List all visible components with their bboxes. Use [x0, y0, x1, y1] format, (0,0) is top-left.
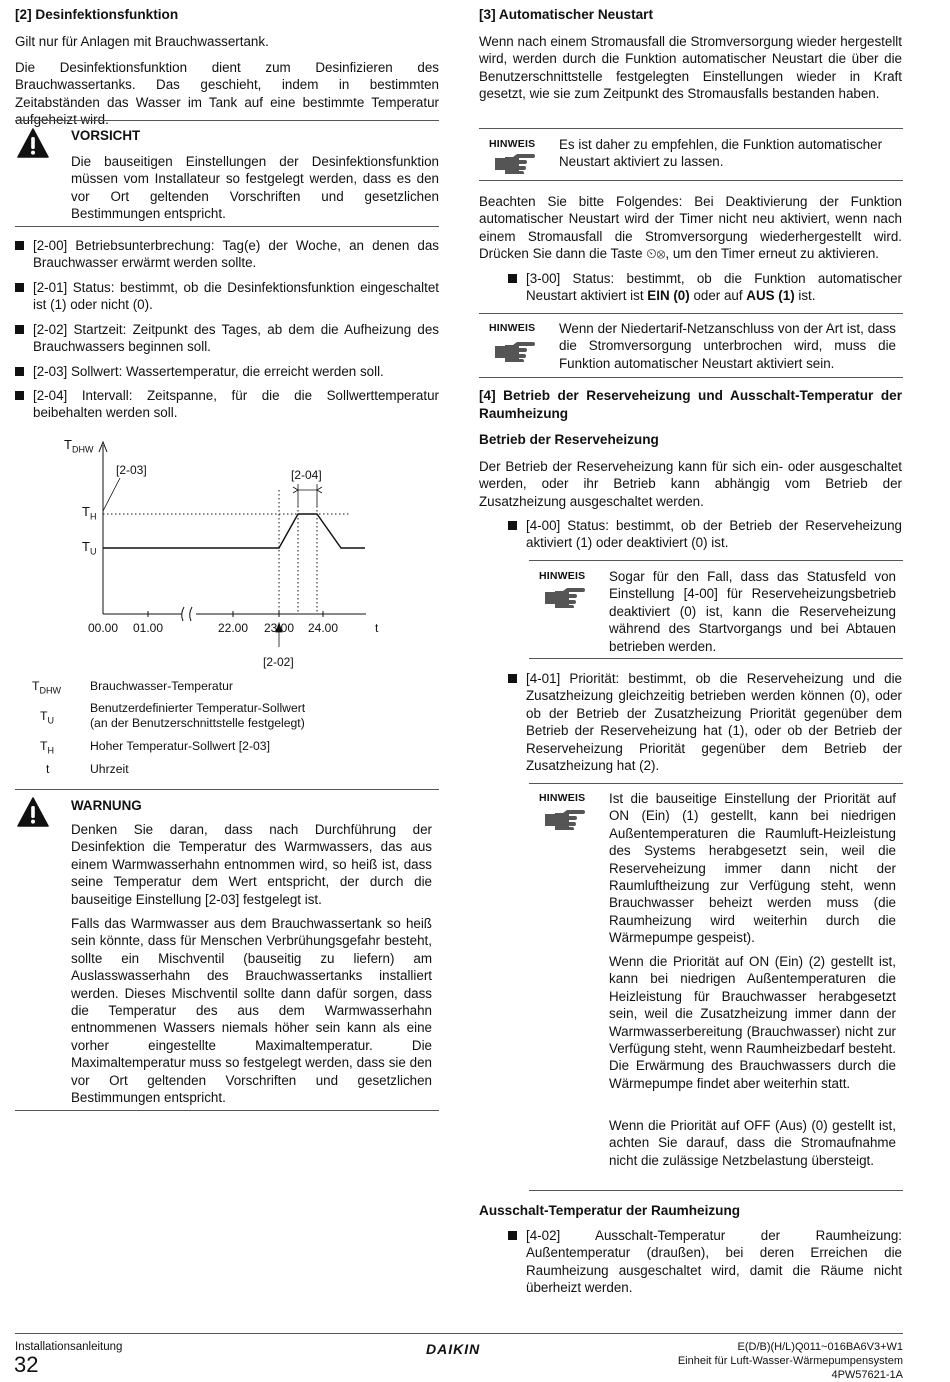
list-item-text: [4-01] Priorität: bestimmt, ob die Reserveheizung und die Zusatzheizung gleichzeitig betrieben werden können (0), oder ob der Betrieb der Zusatzheizung Priorität gegenüber dem Betrieb der Reserveheizung hat (1), oder ob der Betrieb der Reserveheizung Priorität gegenüber dem Betrieb der Zusatzheizung hat (2). — [526, 671, 902, 774]
divider — [479, 377, 903, 378]
arrow-right-icon — [293, 487, 298, 493]
text-run: oder auf — [689, 288, 747, 304]
model-number: E(D/B)(H/L)Q011~016BA6V3+W1 — [737, 1341, 903, 1353]
note-text: Es ist daher zu empfehlen, die Funktion automatischer Neustart aktiviert zu lassen. — [559, 137, 883, 170]
divider — [529, 658, 903, 659]
legend-text-line: (an der Benutzerschnittstelle festgelegt) — [90, 716, 305, 730]
symbol-subscript: U — [47, 715, 54, 726]
legend-text — [90, 701, 305, 731]
divider — [479, 180, 903, 181]
symbol: T — [64, 437, 72, 452]
value-on: EIN (0) — [647, 288, 690, 304]
list-item-text: [2-03] Sollwert: Wassertemperatur, die erreicht werden soll. — [33, 364, 384, 379]
th-label — [82, 503, 96, 526]
symbol-subscript: U — [89, 546, 97, 557]
caution-text: Die bauseitigen Einstellungen der Desinfektionsfunktion müssen vom Installateur so festgelegt werden, dass es den vor Ort geltenden Vorschriften und gesetzlichen Bestimmungen entspricht. — [71, 154, 439, 222]
value-off: AUS (1) — [746, 288, 795, 304]
x-tick-label: 01.00 — [133, 621, 164, 635]
legend-text: Hoher Temperatur-Sollwert [2-03] — [90, 739, 270, 753]
axis-break-icon — [190, 607, 192, 621]
note-label: HINWEIS — [539, 570, 586, 582]
x-tick-label: 23.00 — [264, 621, 295, 635]
label-2-04: [2-04] — [291, 468, 322, 482]
divider — [529, 1190, 903, 1191]
tu-label — [82, 538, 96, 561]
subsection-title: Ausschalt-Temperatur der Raumheizung — [479, 1203, 741, 1218]
symbol: T — [40, 709, 48, 723]
bullet-square-icon — [508, 274, 517, 283]
axis-break-icon — [182, 607, 184, 621]
pointing-hand-icon — [543, 586, 587, 608]
list-item-text: [2-01] Status: bestimmt, ob die Desinfektionsfunktion eingeschaltet ist (1) oder nicht (0). — [33, 280, 439, 313]
label-2-02: [2-02] — [263, 655, 294, 669]
warning-text: Denken Sie daran, dass nach Durchführung der Desinfektion die Temperatur des Warmwassers, das aus einem Warmwasserhahn entnommen wird, so heiß ist, dass seine Temperatur dem Wert entspricht, der durch die bauseitige Einstellung [2-03] festgelegt ist. — [71, 822, 432, 907]
footer-model-info — [678, 1340, 903, 1382]
brand-logo: DAIKIN — [426, 1341, 481, 1357]
note-label: HINWEIS — [489, 138, 536, 150]
text-run: ist. — [794, 288, 816, 304]
document-code: 4PW57621-1A — [831, 1369, 903, 1381]
caution-title: VORSICHT — [71, 128, 141, 143]
note-text: Sogar für den Fall, dass das Statusfeld von Einstellung [4-00] für Reserveheizungsbetrieb deaktiviert (0) ist, kann die Reserveheizung während des Startvorgangs und bei Abtauen betrieben werden. — [609, 569, 896, 654]
legend-text: Brauchwasser-Temperatur — [90, 679, 233, 693]
list-item-text: [4-00] Status: bestimmt, ob der Betrieb der Reserveheizung aktiviert (1) oder deaktiviert (0) ist. — [526, 518, 902, 551]
pointer-line — [103, 478, 120, 511]
paragraph: Gilt nur für Anlagen mit Brauchwassertank. — [15, 34, 269, 49]
symbol-subscript: DHW — [71, 444, 94, 455]
list-item-text: [4-02] Ausschalt-Temperatur der Raumheizung: Außentemperatur (draußen), bei deren Erreichen die Raumheizung ausgeschaltet wird, damit die Räume nicht überheizt werden. — [526, 1228, 902, 1296]
section-title-disinfection: [2] Desinfektionsfunktion — [15, 7, 179, 22]
warning-text: Falls das Warmwasser aus dem Brauchwassertank so heiß sein könnte, dass für Menschen Verbrühungsgefahr besteht, sollte ein Mischventil (bauseitig zu liefern) am Auslasswasserhahn des Brauchwassertanks installiert werden. Dieses Mischventil sollte dann dafür sorgen, dass die Temperatur des aus dem Warmwasserhahn entnommenen Wassers niemals höher sein kann als eine vorher eingestellte Maximaltemperatur. Die Maximaltemperatur muss so festgelegt werden, dass sie den vor Ort geltenden Vorschriften und gesetzlichen Bestimmungen entspricht. — [71, 916, 432, 1106]
symbol: T — [32, 679, 40, 693]
paragraph: Der Betrieb der Reserveheizung kann für sich ein- oder ausgeschaltet werden, oder ihr Betrieb kann abhängig vom Betrieb der Zusatzheizung ausgeschaltet werden. — [479, 459, 902, 509]
symbol-subscript: H — [89, 511, 97, 522]
section-title-auto-restart: [3] Automatischer Neustart — [479, 7, 653, 22]
subsection-title: Betrieb der Reserveheizung — [479, 432, 659, 447]
paragraph: Beachten Sie bitte Folgendes: Bei Deaktivierung der Funktion automatischer Neustart wird der Timer nicht neu aktiviert, wenn nach einem Stromausfall die Stromversorgung wiederhergestellt wird. Drücken Sie dann die Taste ⏲⊗, um den Timer erneut zu aktivieren. — [479, 194, 902, 262]
pointing-hand-icon — [493, 340, 537, 362]
x-tick-label: 24.00 — [308, 621, 339, 635]
symbol: T — [82, 539, 90, 554]
symbol-subscript: H — [47, 745, 54, 756]
pointing-hand-icon — [493, 152, 537, 174]
paragraph: Die Desinfektionsfunktion dient zum Desinfizieren des Brauchwassertanks. Das geschieht, indem in bestimmten Zeitabständen das Wasser im Tank auf eine bestimmte Temperatur aufgeheizt wird. — [15, 60, 439, 128]
legend-text: Uhrzeit — [90, 762, 129, 776]
page-number: 32 — [14, 1352, 39, 1377]
temperature-curve — [103, 514, 365, 548]
symbol: T — [82, 504, 90, 519]
paragraph: Wenn nach einem Stromausfall die Stromversorgung wieder hergestellt wird, werden durch die Funktion automatischer Neustart die über die Benutzerschnittstelle festgelegten Einstellungen wieder in Kraft gesetzt, wie sie zum Zeitpunkt des Stromausfalls bestanden haben. — [479, 34, 902, 102]
divider — [479, 128, 903, 129]
list-item-text: [2-02] Startzeit: Zeitpunkt des Tages, ab dem die Aufheizung des Brauchwassers beginnen soll. — [33, 322, 439, 355]
bullet-square-icon — [508, 1231, 517, 1240]
footer-doc-type: Installationsanleitung — [15, 1341, 123, 1353]
note-text: Ist die bauseitige Einstellung der Priorität auf ON (Ein) (1) gestellt, kann bei niedrigen Außentemperaturen die Raumluft-Heizleistung des Systems herabgesetzt sein, weil die Reserveheizung immer dann nicht der Raumluftheizung zur Verfügung steht, wenn Brauchwasser beheizt werden muss (die Raumheizung wird weiterhin durch die Wärmepumpe gespeist). — [609, 791, 896, 946]
list-item-text: [2-00] Betriebsunterbrechung: Tag(e) der Woche, an denen das Brauchwasser erwärmt werden sollte. — [33, 238, 439, 271]
legend-symbol — [32, 678, 61, 700]
note-label: HINWEIS — [539, 792, 586, 804]
divider — [479, 313, 903, 314]
legend-symbol — [40, 708, 54, 730]
note-text: Wenn der Niedertarif-Netzanschluss von der Art ist, dass die Stromversorgung unterbrochen wird, muss die Funktion automatischer Neustart aktiviert sein. — [559, 321, 896, 371]
note-text: Wenn die Priorität auf ON (Ein) (2) gestellt ist, kann bei niedrigen Außentemperaturen die Heizleistung für Brauchwasser herabgesetzt sein, weil die Zusatzheizung immer dann der Warmwasserbereitung (Brauchwasser) nicht zur Verfügung steht, wenn Raumheizbedarf besteht. Die Erwärmung des Brauchwassers durch die Wärmepumpe findet aber weiterhin statt. — [609, 954, 896, 1091]
product-name: Einheit für Luft-Wasser-Wärmepumpensystem — [677, 1355, 903, 1367]
x-tick-label: 00.00 — [88, 621, 119, 635]
divider — [15, 789, 439, 790]
legend-text-line: Benutzerdefinierter Temperatur-Sollwert — [90, 701, 306, 715]
bullet-square-icon — [508, 521, 517, 530]
list-item-text: [2-04] Intervall: Zeitspanne, für die die Sollwerttemperatur beibehalten werden soll. — [33, 388, 439, 421]
x-tick-label: 22.00 — [218, 621, 249, 635]
note-label: HINWEIS — [489, 322, 536, 334]
disinfection-timing-diagram — [0, 0, 440, 680]
divider — [529, 783, 903, 784]
text-run: [3-00] Status: bestimmt, ob die Funktion automatischer Neustart aktiviert ist — [526, 271, 902, 304]
x-axis-label: t — [375, 621, 379, 635]
warning-triangle-icon — [17, 797, 49, 827]
legend-symbol: t — [46, 762, 50, 776]
divider — [15, 1110, 439, 1111]
divider — [529, 560, 903, 561]
pointing-hand-icon — [543, 808, 587, 830]
label-2-03: [2-03] — [116, 463, 147, 477]
footer-divider — [15, 1333, 903, 1334]
warning-title: WARNUNG — [71, 798, 142, 813]
y-axis-label — [64, 436, 93, 459]
arrow-left-icon — [317, 487, 322, 493]
list-item-text — [526, 270, 902, 305]
bullet-square-icon — [508, 674, 517, 683]
legend-symbol — [40, 738, 54, 760]
note-text: Wenn die Priorität auf OFF (Aus) (0) gestellt ist, achten Sie darauf, dass die Stromaufnahme nicht die zulässige Netzbelastung übersteigt. — [609, 1118, 896, 1168]
section-title-backup-heater: [4] Betrieb der Reserveheizung und Ausschalt-Temperatur der Raumheizung — [479, 388, 902, 421]
symbol: T — [40, 739, 48, 753]
symbol-subscript: DHW — [39, 685, 61, 696]
